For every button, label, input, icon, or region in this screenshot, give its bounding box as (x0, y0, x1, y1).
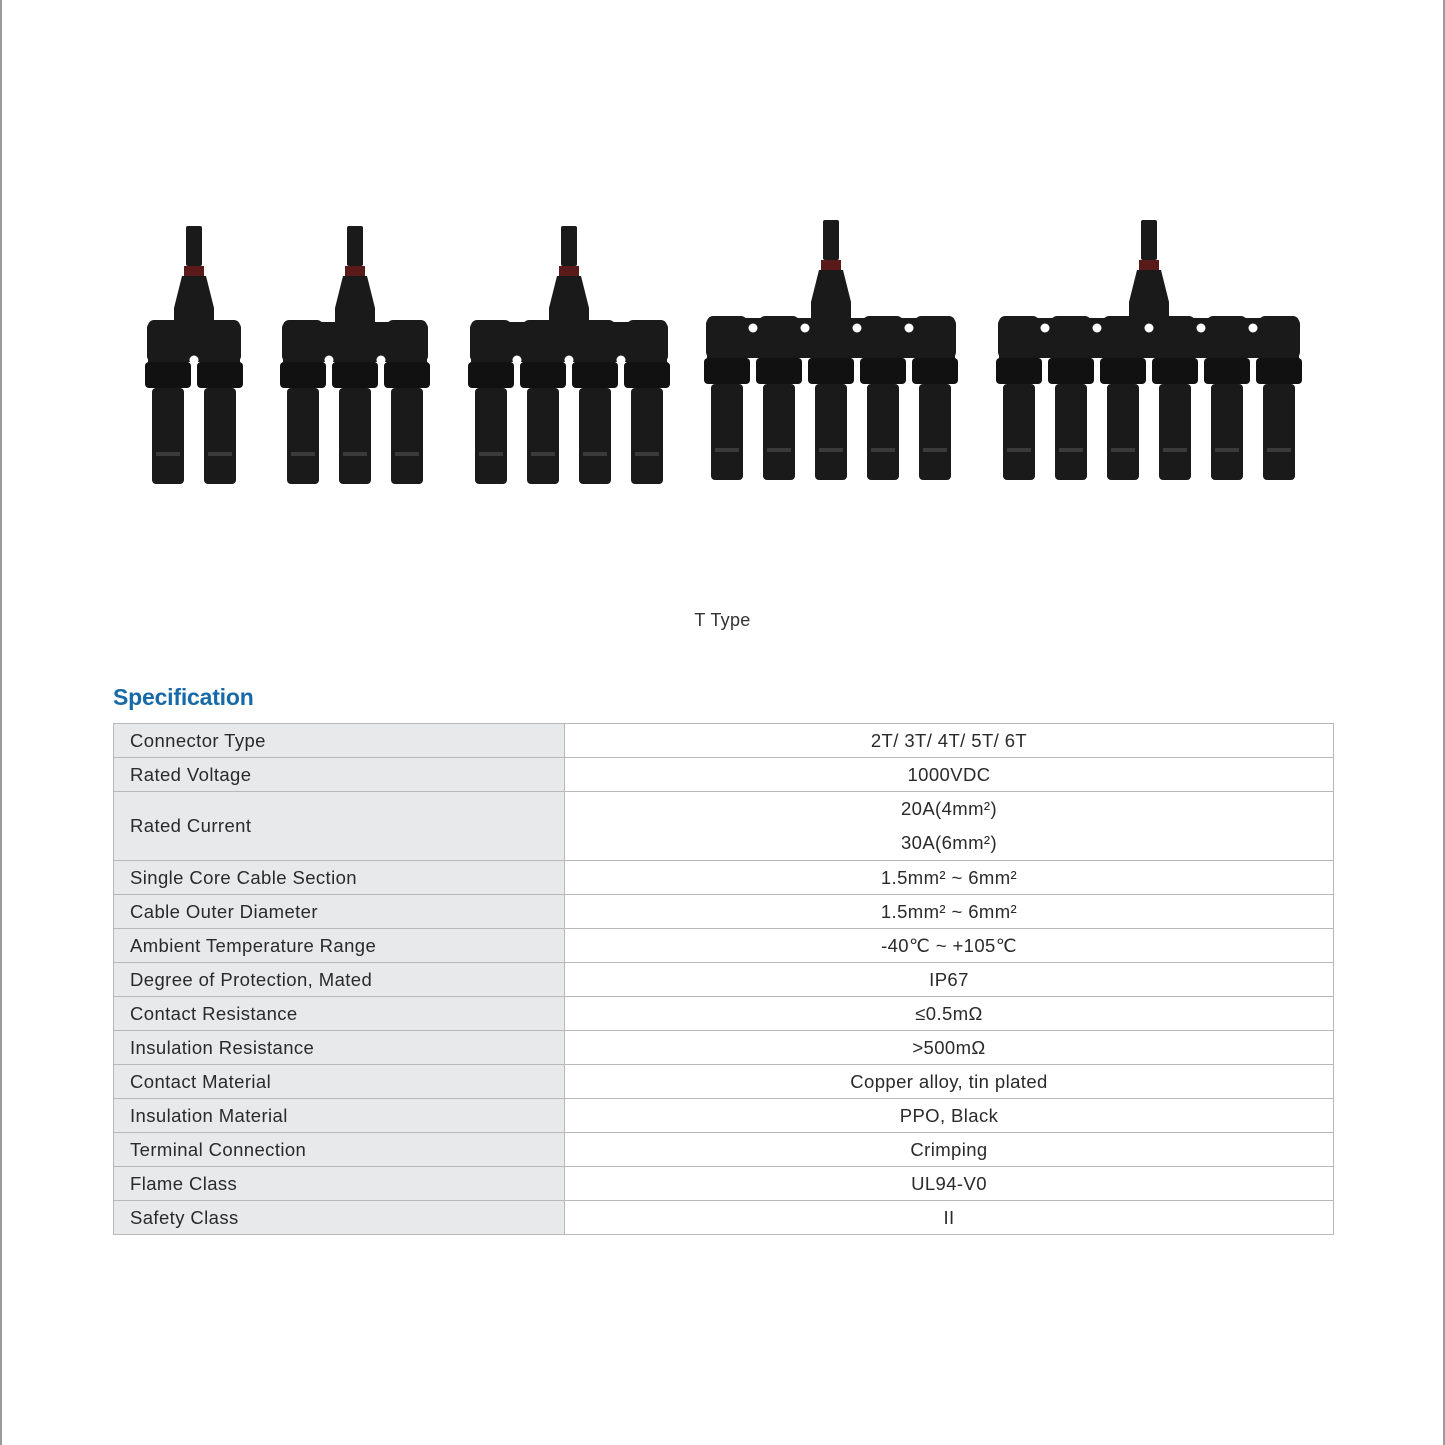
spec-value: 1.5mm² ~ 6mm² (565, 861, 1334, 895)
spec-label: Rated Voltage (114, 758, 565, 792)
table-row (114, 1201, 1334, 1235)
spec-label: Cable Outer Diameter (114, 895, 565, 929)
table-row (114, 997, 1334, 1031)
spec-label: Connector Type (114, 724, 565, 758)
spec-label: Rated Current (114, 792, 565, 861)
spec-value: -40℃ ~ +105℃ (565, 929, 1334, 963)
specification-title: Specification (113, 684, 254, 710)
spec-value: Copper alloy, tin plated (565, 1065, 1334, 1099)
connector-6t-image (996, 210, 1302, 500)
table-row (114, 1065, 1334, 1099)
spec-value: 1.5mm² ~ 6mm² (565, 895, 1334, 929)
table-row (114, 724, 1334, 758)
connector-4t-image (468, 210, 670, 500)
spec-value: UL94-V0 (565, 1167, 1334, 1201)
product-image-row (140, 210, 1310, 500)
table-row (114, 861, 1334, 895)
spec-label: Insulation Material (114, 1099, 565, 1133)
spec-value: 2T/ 3T/ 4T/ 5T/ 6T (565, 724, 1334, 758)
spec-label: Terminal Connection (114, 1133, 565, 1167)
spec-value-line: 20A(4mm²) (900, 798, 998, 819)
spec-value: 1000VDC (565, 758, 1334, 792)
connector-2t-image (145, 210, 243, 500)
table-row (114, 1031, 1334, 1065)
spec-label: Contact Resistance (114, 997, 565, 1031)
connector-5t-image (704, 210, 958, 500)
table-row (114, 963, 1334, 997)
spec-value-line: 30A(6mm²) (900, 832, 998, 853)
spec-value: IP67 (565, 963, 1334, 997)
spec-label: Safety Class (114, 1201, 565, 1235)
spec-value: Crimping (565, 1133, 1334, 1167)
spec-value: ≤0.5mΩ (565, 997, 1334, 1031)
spec-value (565, 792, 1334, 861)
spec-value: II (565, 1201, 1334, 1235)
spec-label: Degree of Protection, Mated (114, 963, 565, 997)
spec-label: Flame Class (114, 1167, 565, 1201)
product-caption: T Type (694, 610, 751, 630)
page-border-left (0, 0, 2, 1445)
table-row (114, 895, 1334, 929)
specification-table (113, 723, 1334, 1235)
spec-label: Single Core Cable Section (114, 861, 565, 895)
table-row (114, 1099, 1334, 1133)
table-row (114, 1133, 1334, 1167)
table-row (114, 792, 1334, 861)
table-row (114, 758, 1334, 792)
connector-3t-image (280, 210, 430, 500)
spec-value: >500mΩ (565, 1031, 1334, 1065)
spec-value: PPO, Black (565, 1099, 1334, 1133)
spec-label: Insulation Resistance (114, 1031, 565, 1065)
spec-label: Ambient Temperature Range (114, 929, 565, 963)
table-row (114, 1167, 1334, 1201)
table-row (114, 929, 1334, 963)
spec-label: Contact Material (114, 1065, 565, 1099)
